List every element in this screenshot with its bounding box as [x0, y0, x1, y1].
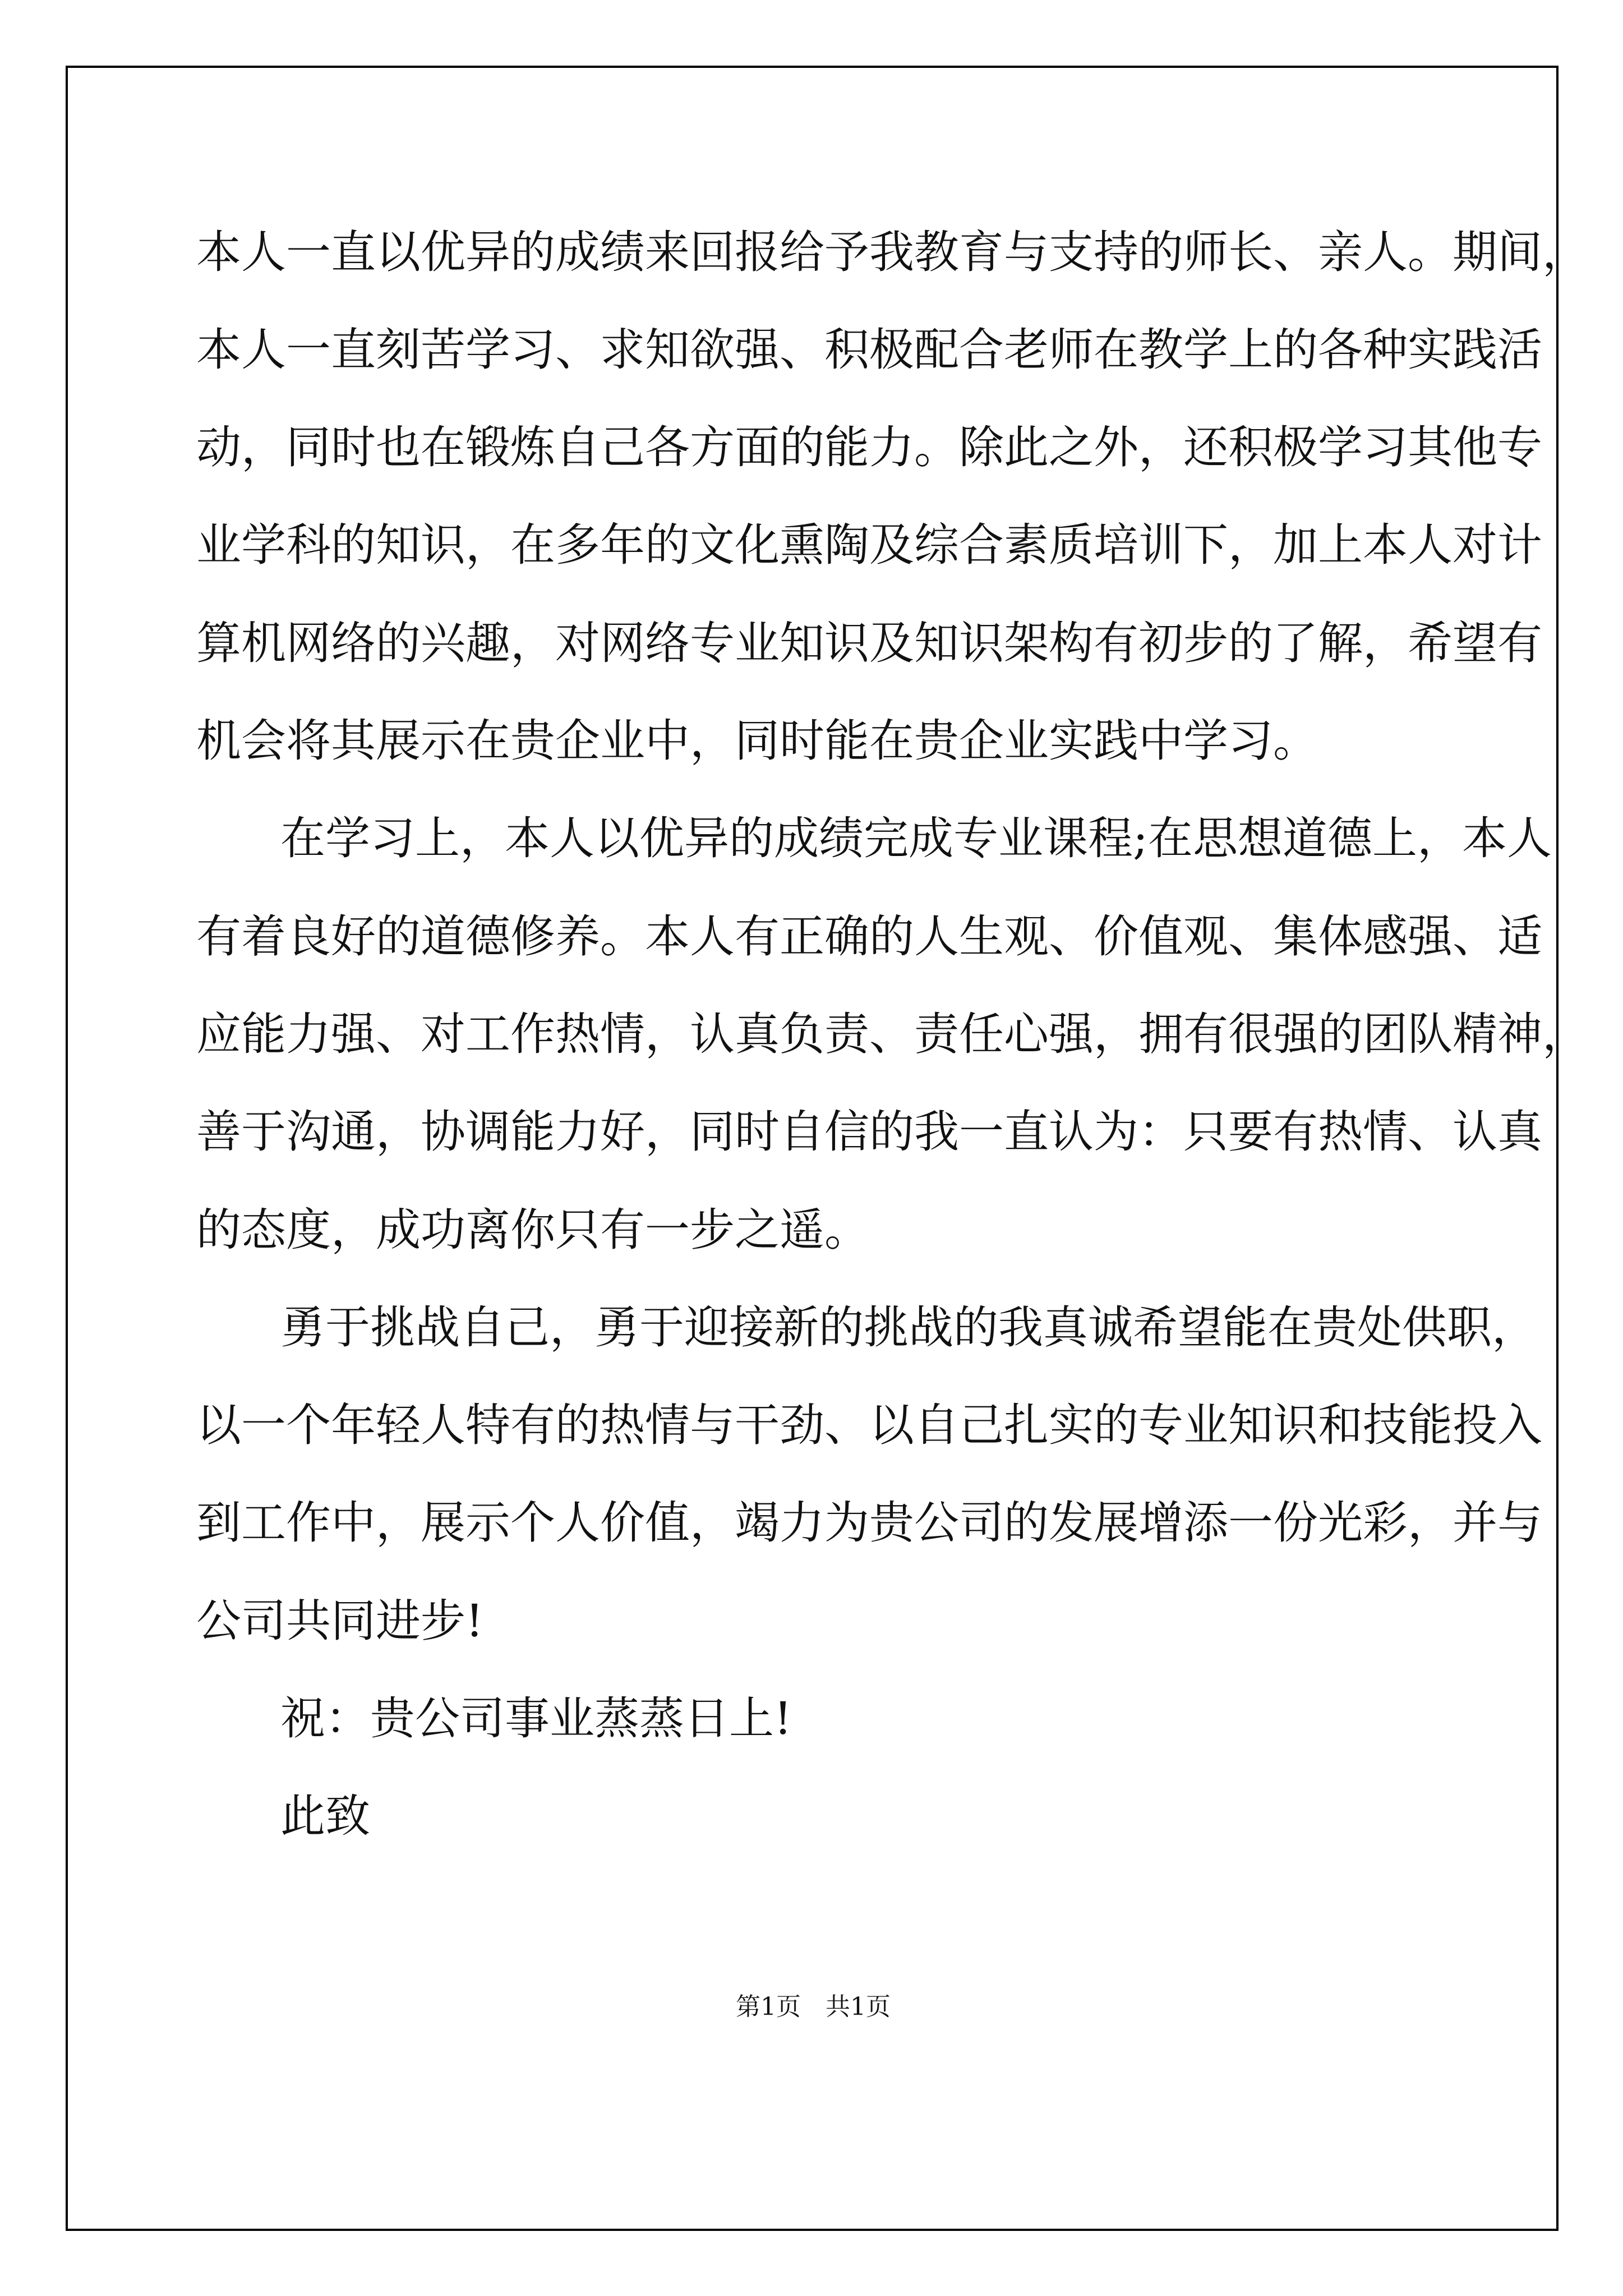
body-line-10: 善于沟通，协调能力好，同时自信的我一直认为：只要有热情、认真 — [196, 1106, 1542, 1158]
body-line-15: 公司共同进步! — [196, 1595, 484, 1647]
body-line-2: 本人一直刻苦学习、求知欲强、积极配合老师在教学上的各种实践活 — [196, 324, 1542, 376]
closing-wish: 祝：贵公司事业蒸蒸日上! — [280, 1692, 792, 1745]
body-line-12: 勇于挑战自己，勇于迎接新的挑战的我真诚希望能在贵处供职， — [280, 1301, 1537, 1354]
body-line-5: 算机网络的兴趣，对网络专业知识及知识架构有初步的了解，希望有 — [196, 617, 1542, 669]
body-line-8: 有着良好的道德修养。本人有正确的人生观、价值观、集体感强、适 — [196, 910, 1542, 963]
body-line-6: 机会将其展示在贵企业中，同时能在贵企业实践中学习。 — [196, 715, 1318, 767]
body-line-9: 应能力强、对工作热情，认真负责、责任心强，拥有很强的团队精神， — [196, 1008, 1587, 1060]
body-line-11: 的态度，成功离你只有一步之遥。 — [196, 1204, 869, 1256]
body-line-1: 本人一直以优异的成绩来回报给予我教育与支持的师长、亲人。期间， — [196, 226, 1587, 278]
body-line-7: 在学习上，本人以优异的成绩完成专业课程;在思想道德上，本人 — [280, 812, 1552, 864]
body-line-14: 到工作中，展示个人价值，竭力为贵公司的发展增添一份光彩，并与 — [196, 1497, 1542, 1549]
body-line-3: 动，同时也在锻炼自己各方面的能力。除此之外，还积极学习其他专 — [196, 421, 1542, 473]
closing-salutation: 此致 — [280, 1790, 370, 1842]
body-line-4: 业学科的知识，在多年的文化熏陶及综合素质培训下，加上本人对计 — [196, 519, 1542, 571]
page-number-footer: 第1页 共1页 — [736, 1993, 891, 2021]
body-line-13: 以一个年轻人特有的热情与干劲、以自己扎实的专业知识和技能投入 — [196, 1399, 1542, 1451]
